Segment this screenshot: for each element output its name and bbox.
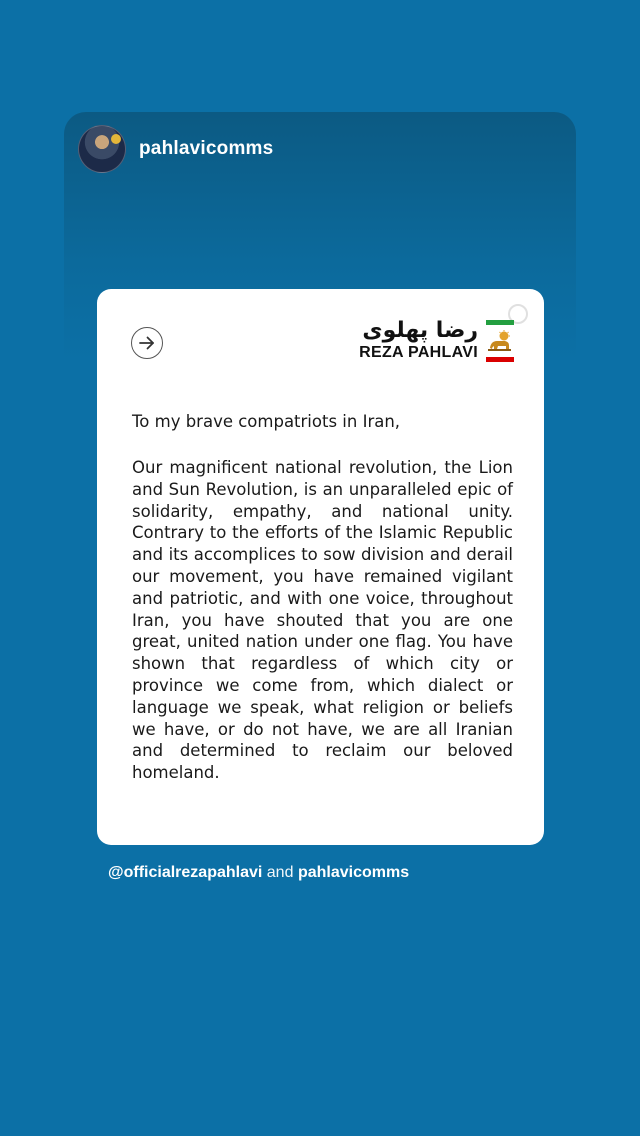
profile-avatar[interactable] — [78, 125, 126, 173]
letter-salutation: To my brave compatriots in Iran, — [132, 412, 401, 431]
arrow-right-icon — [138, 334, 156, 352]
arrow-right-button[interactable] — [131, 327, 163, 359]
username[interactable]: pahlavicomms — [139, 138, 274, 159]
letter-content — [132, 411, 513, 784]
letter-body: Our magnificent national revolution, the Lion and Sun Revolution, is an unparalleled epic of solidarity, empathy, and national unity. Contrary to the efforts of the Islamic Republic and its accomplices to sow division and derail our movement, you have remained vigilant and patriotic, and with one voice, throughout Iran, you have shouted that you are one great, united nation under one flag. You have shown that regardless of which city or province we come from, which dialect or language we speak, what religion or beliefs we have, or do not have, we are all Iranian and determined to reclaim our beloved homeland. — [132, 458, 513, 783]
shared-post-card[interactable] — [97, 289, 544, 845]
post-credits — [108, 864, 409, 882]
credit-author-link[interactable]: @officialrezapahlavi — [108, 864, 263, 881]
logo-text — [359, 319, 478, 363]
credit-conjunction: and — [266, 864, 294, 881]
logo-persian-text: رضا پهلوی — [362, 318, 478, 343]
iran-lion-sun-flag-icon — [486, 320, 514, 362]
story-header — [78, 125, 273, 173]
reza-pahlavi-logo — [359, 319, 514, 363]
logo-latin-text: REZA PAHLAVI — [359, 344, 478, 361]
credit-coauthor-link[interactable]: pahlavicomms — [297, 864, 410, 881]
